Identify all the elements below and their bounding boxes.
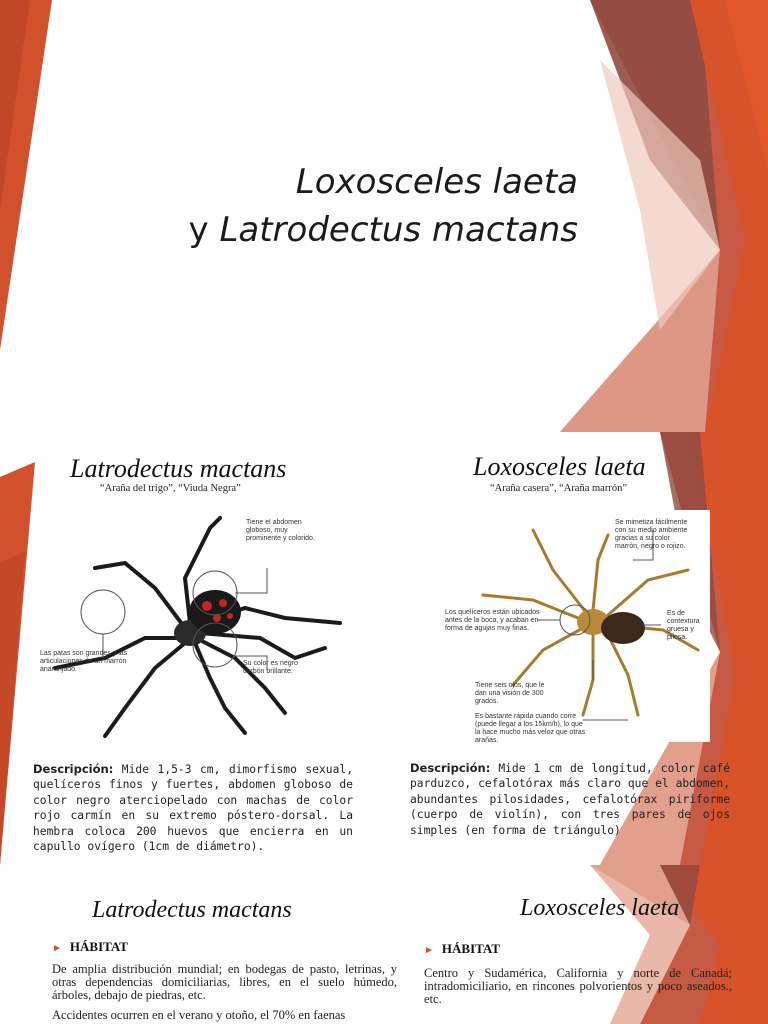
habitat-heading-right — [424, 941, 500, 957]
habitat-text-left-1: De amplia distribución mundial; en bodegas de pasto, letrinas, y otras dependencias domiciliarias, libres, en el suelo húmedo, árboles, debajo de piedras, etc. — [52, 962, 397, 1002]
annotation-eyes: Tiene seis ojos, que le dan una visión de 300 grados. — [475, 682, 545, 705]
description-text: Mide 1 cm de longitud, color café parduzco, cefalotórax más claro que el abdomen, abundantes pilosidades, cefalotórax piriforme (cuerpo de violín), con tres pares de ojos simples (en forma de triángulo) — [410, 762, 730, 837]
bullet-arrow-icon: ► — [52, 943, 62, 954]
title-species: Latrodectus mactans — [219, 210, 578, 250]
description-latrodectus — [33, 762, 353, 854]
title-line-2 — [189, 208, 579, 252]
habitat-heading-text: HÁBITAT — [441, 941, 500, 956]
annotation-abdomen: Tiene el abdomen globoso, muy prominente y colorido. — [246, 519, 315, 542]
habitat-slide — [0, 865, 768, 1024]
common-names-latrodectus: “Araña del trigo”, “Viuda Negra” — [100, 483, 241, 494]
species-name-latrodectus: Latrodectus mactans — [92, 897, 292, 923]
common-names-loxosceles: “Araña casera”, “Araña marrón” — [490, 483, 627, 494]
habitat-heading-left — [52, 939, 128, 955]
annotation-camouflage: Se mimetiza fácilmente con su medio ambiente gracias a su color marrón, negro o rojizo. — [615, 519, 688, 550]
annotation-color: Su color es negro carbón brillante. — [243, 660, 298, 675]
description-label: Descripción: — [410, 761, 491, 775]
habitat-heading-text: HÁBITAT — [69, 939, 128, 954]
description-text: Mide 1,5-3 cm, dimorfismo sexual, quelíceros finos y fuertes, abdomen globoso de color negro aterciopelado con machas de color rojo carmín en su extremo póstero-dorsal. La hembra coloca 200 huevos que encierra en un capullo ovígero (1cm de diámetro). — [33, 763, 353, 854]
species-name-loxosceles: Loxosceles laeta — [520, 895, 680, 921]
description-label: Descripción: — [33, 762, 114, 776]
title-line-1: Loxosceles laeta — [295, 162, 578, 202]
description-slide — [0, 432, 768, 865]
title-slide — [0, 0, 768, 432]
annotation-chelicerae: Los quelíceros están ubicados antes de la boca, y acaban en forma de agujas muy finas. — [445, 609, 540, 632]
species-name-loxosceles: Loxosceles laeta — [473, 452, 646, 481]
description-loxosceles — [410, 761, 730, 838]
annotation-texture: Es de contextura gruesa y pilosa. — [667, 610, 700, 641]
annotation-legs: Las patas son grandes y las articulaciones de un marrón anaranjado. — [40, 650, 128, 673]
species-name-latrodectus: Latrodectus mactans — [70, 454, 287, 483]
annotation-speed: Es bastante rápida cuando corre (puede llegar a los 15km/h), lo que la hace mucho más veloz que otras arañas. — [475, 713, 586, 744]
habitat-text-right-1: Centro y Sudamérica, California y norte de Canadá; intradomiciliario, en rincones polvorientos y poco aseados., etc. — [424, 966, 732, 1006]
habitat-text-left-2: Accidentes ocurren en el verano y otoño, el 70% en faenas — [52, 1008, 346, 1022]
brown-spider-panel — [433, 510, 710, 742]
title-prefix: y — [188, 210, 220, 250]
bullet-arrow-icon: ► — [424, 945, 434, 956]
